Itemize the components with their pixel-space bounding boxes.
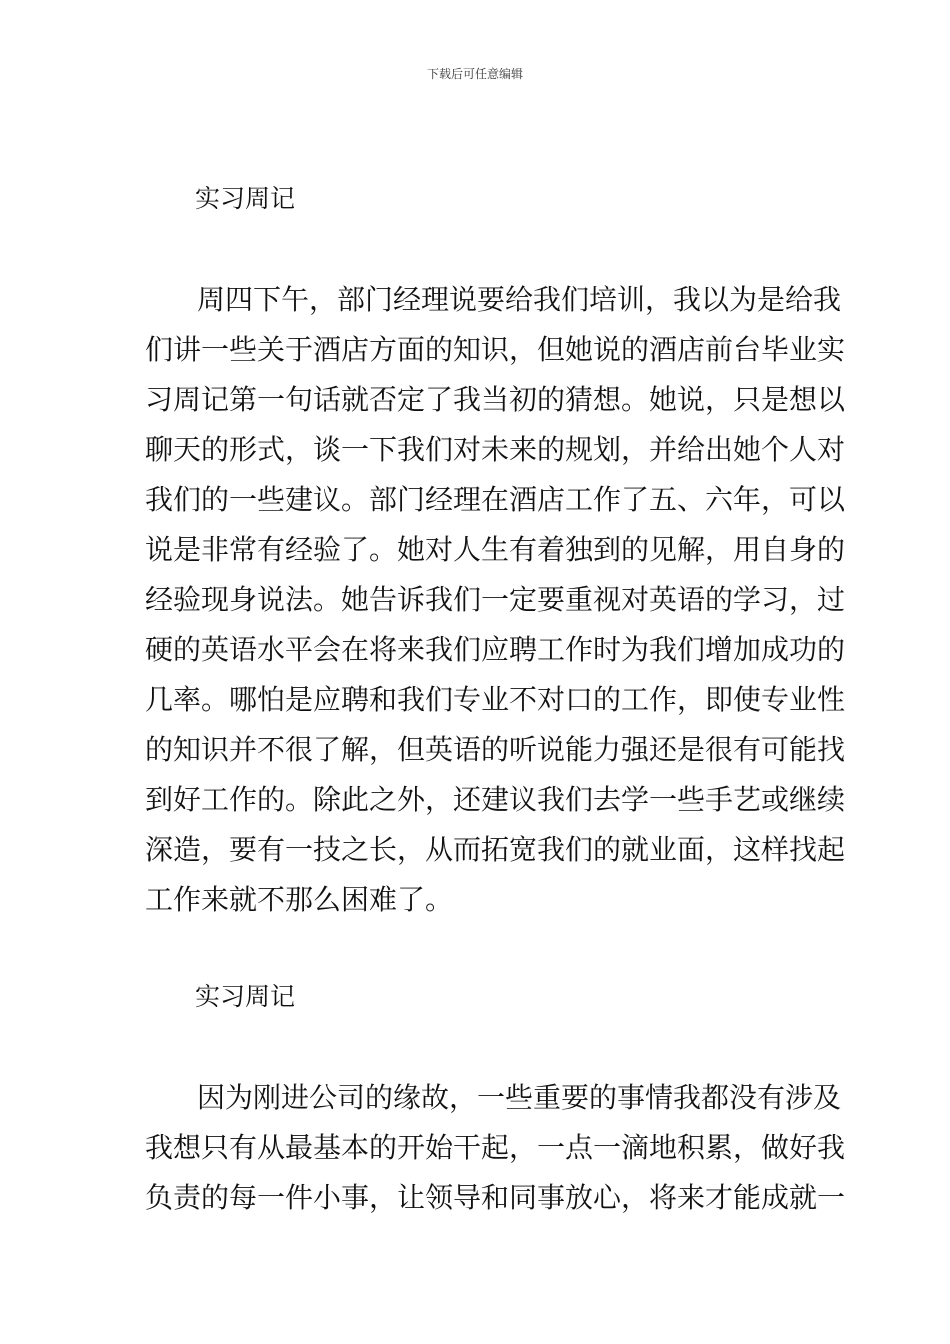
paragraph-line: 深造，要有一技之长，从而拓宽我们的就业面，这样找起 bbox=[145, 833, 846, 866]
paragraph-line: 几率。哪怕是应聘和我们专业不对口的工作，即使专业性 bbox=[145, 683, 846, 716]
paragraph-line: 说是非常有经验了。她对人生有着独到的见解，用自身的 bbox=[145, 533, 846, 566]
paragraph-line: 硬的英语水平会在将来我们应聘工作时为我们增加成功的 bbox=[145, 633, 846, 666]
paragraph-line: 到好工作的。除此之外，还建议我们去学一些手艺或继续 bbox=[145, 783, 846, 816]
paragraph-line: 的知识并不很了解，但英语的听说能力强还是很有可能找 bbox=[145, 733, 846, 766]
section-title: 实习周记 bbox=[195, 982, 296, 1011]
paragraph-line: 周四下午，部门经理说要给我们培训，我以为是给我 bbox=[197, 283, 842, 316]
paragraph-line: 们讲一些关于酒店方面的知识，但她说的酒店前台毕业实 bbox=[145, 333, 846, 366]
section-title: 实习周记 bbox=[195, 184, 296, 213]
paragraph-line: 经验现身说法。她告诉我们一定要重视对英语的学习，过 bbox=[145, 583, 846, 616]
paragraph-line: 我想只有从最基本的开始干起，一点一滴地积累，做好我 bbox=[145, 1131, 846, 1164]
paragraph-line: 习周记第一句话就否定了我当初的猜想。她说，只是想以 bbox=[145, 383, 846, 416]
page-header-note: 下载后可任意编辑 bbox=[426, 67, 523, 81]
paragraph-line: 负责的每一件小事，让领导和同事放心，将来才能成就一 bbox=[145, 1181, 846, 1214]
paragraph-line: 我们的一些建议。部门经理在酒店工作了五、六年，可以 bbox=[145, 483, 846, 516]
paragraph-line: 因为刚进公司的缘故，一些重要的事情我都没有涉及 bbox=[197, 1081, 842, 1114]
paragraph-line: 工作来就不那么困难了。 bbox=[145, 883, 454, 916]
paragraph-line: 聊天的形式，谈一下我们对未来的规划，并给出她个人对 bbox=[145, 433, 846, 466]
